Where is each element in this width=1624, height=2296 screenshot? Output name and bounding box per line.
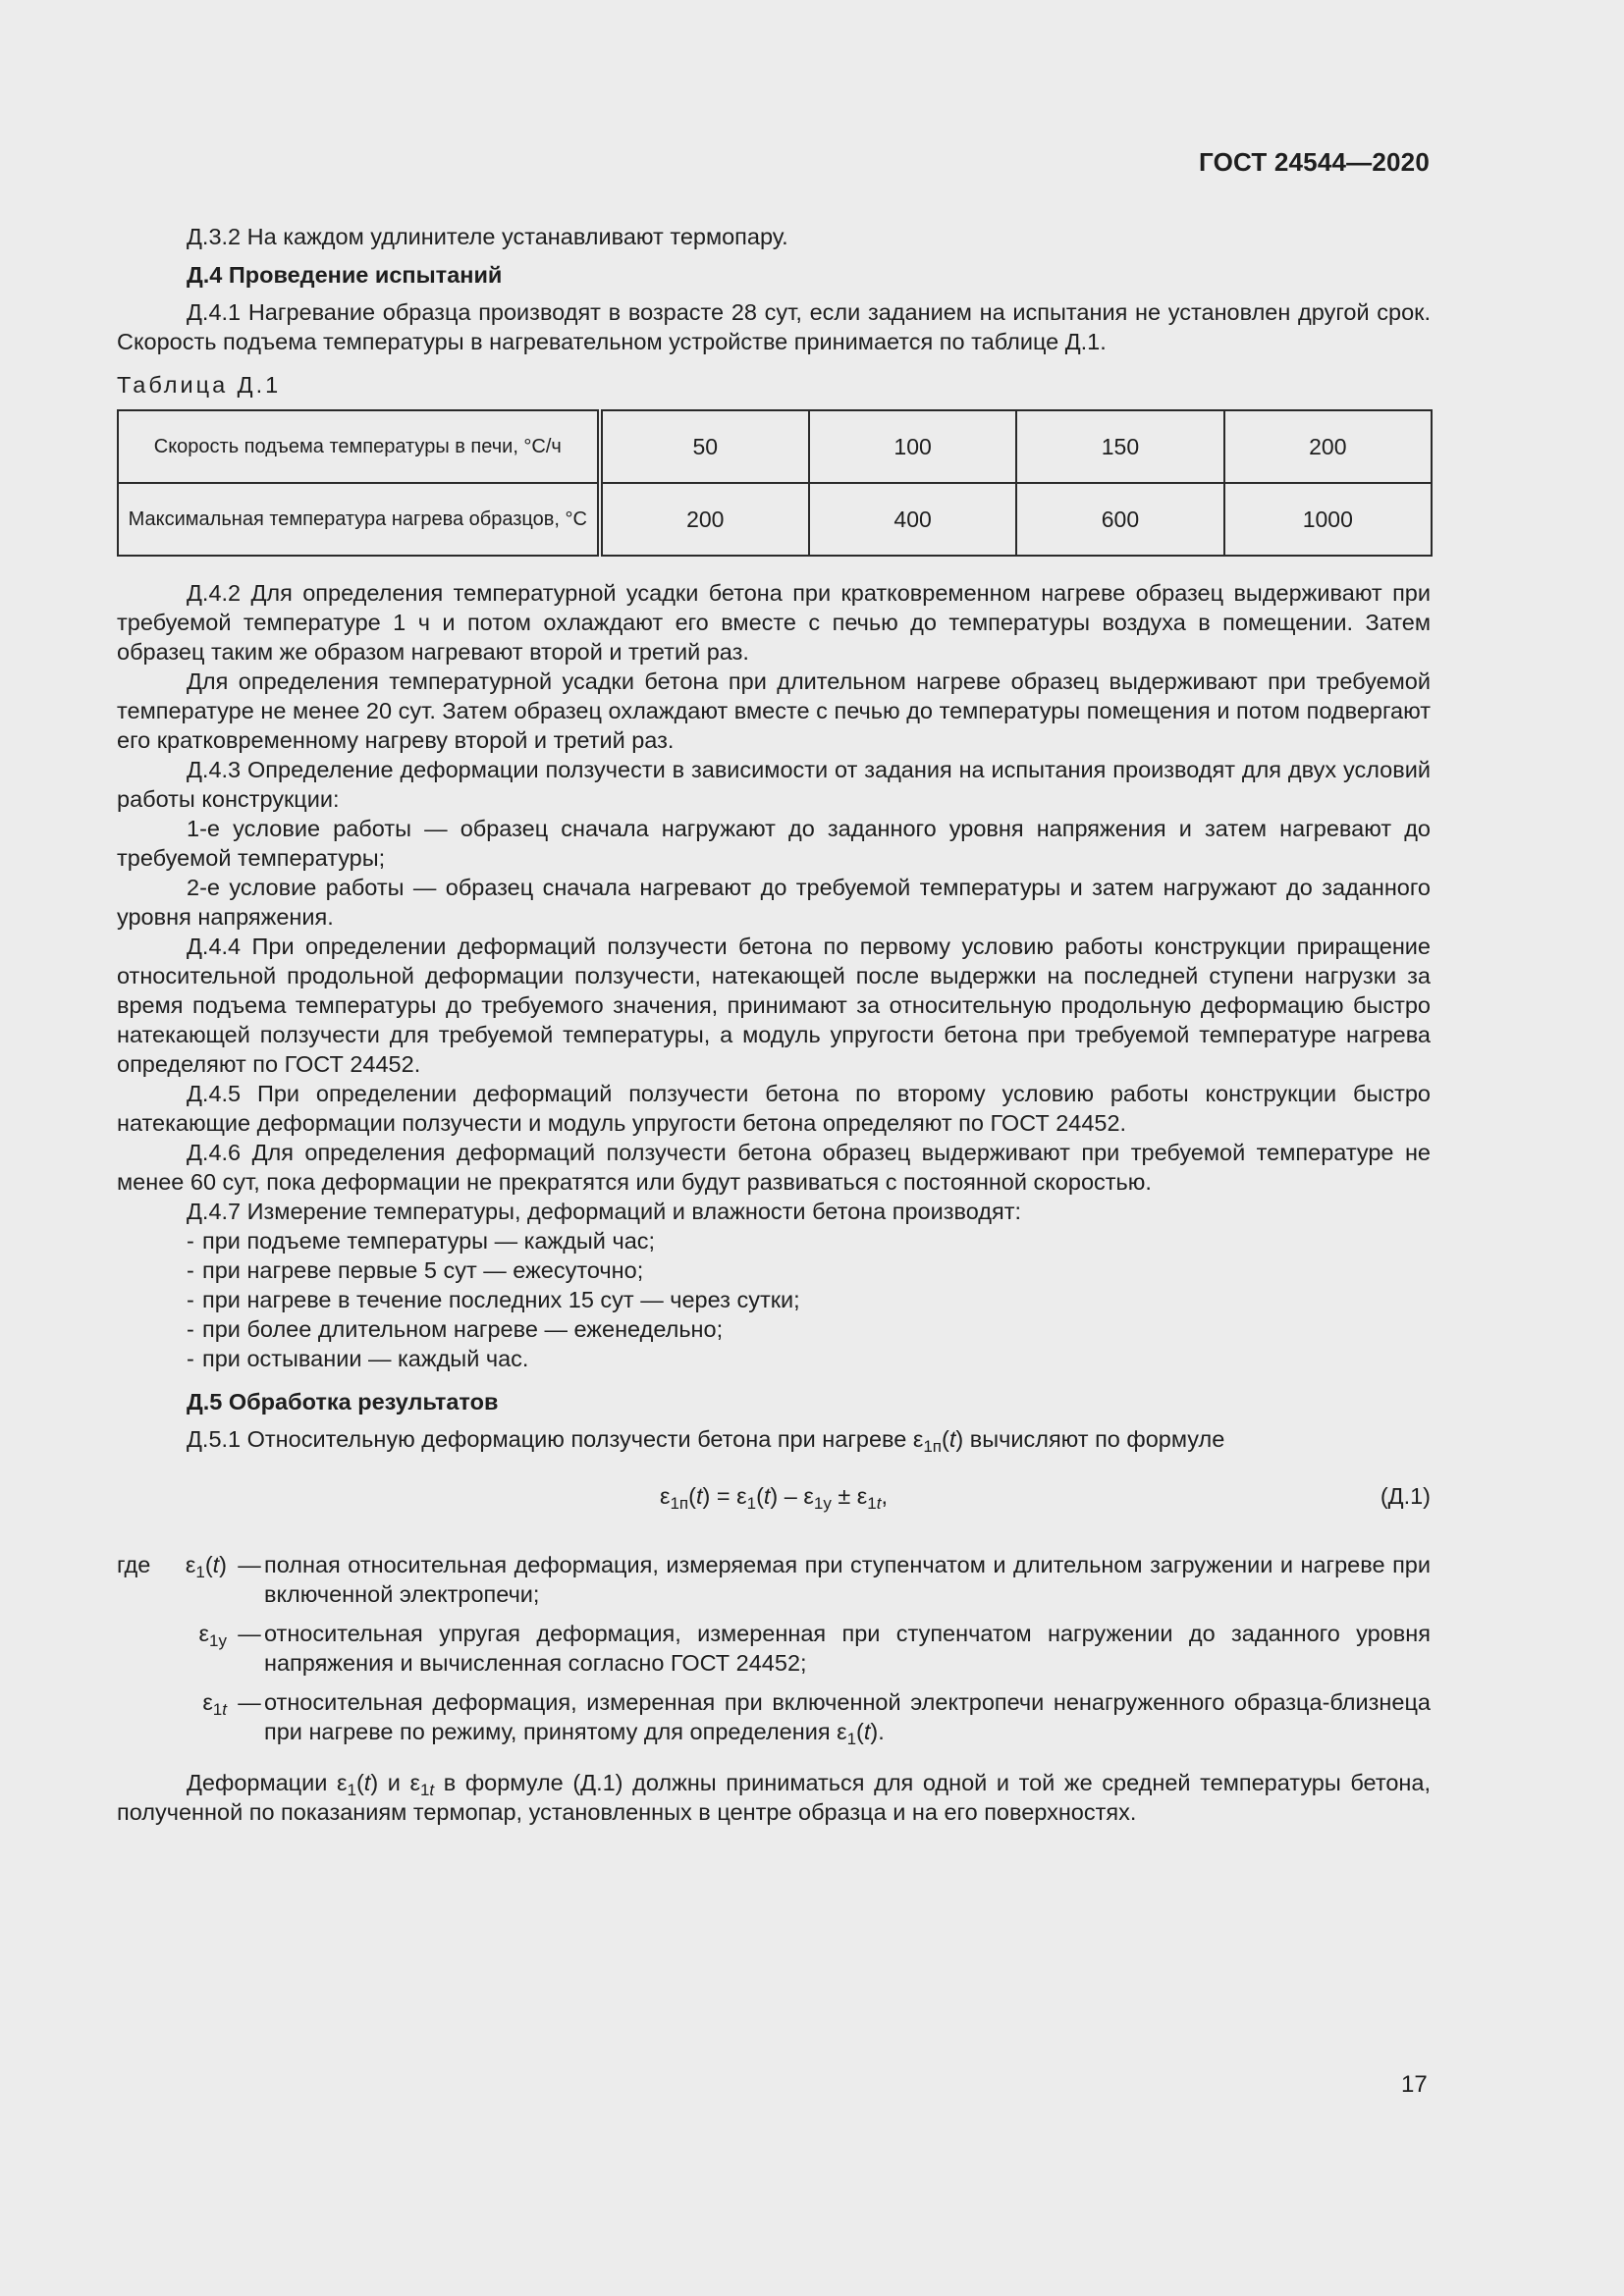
table-cell: 400	[809, 483, 1016, 556]
row-header: Скорость подъема температуры в печи, °С/ч	[118, 410, 600, 483]
paragraph-d42b: Для определения температурной усадки бетона при длительном нагреве образец выдерживают при требуемой температуре не менее 20 сут. Затем образец охлаждают вместе с печью до температуры помещения и потом подвергают его кратковременному нагреву второй и третий раз.	[117, 668, 1431, 753]
table-cell: 200	[600, 483, 809, 556]
table-cell: 150	[1016, 410, 1223, 483]
table-cell: 1000	[1224, 483, 1432, 556]
formula-number: (Д.1)	[1380, 1483, 1431, 1509]
formula-d1	[117, 1481, 1431, 1521]
formula-expression: $\varepsilon_{1п}(t) = \varepsilon_1(t) - \varepsilon_{1у} \pm \varepsilon_{1t}$,	[659, 1483, 888, 1513]
paragraph-condition-1: 1-е условие работы — образец сначала нагружают до заданного уровня напряжения и затем нагревают до требуемой температуры;	[117, 816, 1431, 871]
list-item: - при подъеме температуры — каждый час;	[187, 1228, 656, 1254]
where-word: где	[117, 1552, 151, 1577]
section-heading-d5: Д.5 Обработка результатов	[187, 1389, 499, 1415]
paragraph-d47: Д.4.7 Измерение температуры, деформаций и влажности бетона производят:	[187, 1199, 1021, 1224]
row-header: Максимальная температура нагрева образцов, °С	[118, 483, 600, 556]
table-row	[118, 410, 1432, 483]
paragraph-final: Деформации $\varepsilon_1(t)$ и $\varepsilon_{1t}$ в формуле (Д.1) должны приниматься для одной и той же средней температуры бетона, полученной по показаниям термопар, установленных в центре образца и на его поверхностях.	[117, 1770, 1431, 1825]
where-item: $\varepsilon_{1у}$ — относительная упругая деформация, измеренная при ступенчатом нагружении до заданного уровня напряжения и вычисленная согласно ГОСТ 24452;	[198, 1621, 1431, 1676]
where-item: $\varepsilon_1(t)$ — полная относительная деформация, измеряемая при ступенчатом и длительном загружении и нагреве при включенной электропечи;	[185, 1552, 1431, 1607]
temperature-table	[117, 409, 1433, 557]
table-cell: 100	[809, 410, 1016, 483]
paragraph-d41: Д.4.1 Нагревание образца производят в возрасте 28 сут, если заданием на испытания не установлен другой срок. Скорость подъема температуры в нагревательном устройстве принимается по таблице Д.1.	[117, 299, 1431, 354]
where-item: $\varepsilon_{1t}$ — относительная деформация, измеренная при включенной электропечи ненагруженного образца-близнеца при нагреве по режиму, принятому для определения $\varepsilon_1(t)$.	[202, 1689, 1431, 1748]
table-caption: Таблица Д.1	[117, 372, 282, 398]
list-item: - при остывании — каждый час.	[187, 1346, 529, 1371]
paragraph-d45: Д.4.5 При определении деформаций ползучести бетона по второму условию работы конструкции быстро натекающие деформации ползучести и модуль упругости бетона определяют по ГОСТ 24452.	[117, 1081, 1431, 1136]
where-block	[117, 1550, 1431, 1746]
table-cell: 200	[1224, 410, 1432, 483]
paragraph-d32: Д.3.2 На каждом удлинителе устанавливают термопару.	[187, 224, 788, 249]
section-heading-d4: Д.4 Проведение испытаний	[187, 262, 503, 288]
page-number: 17	[1401, 2071, 1428, 2098]
table-row	[118, 483, 1432, 556]
paragraph-condition-2: 2-е условие работы — образец сначала нагревают до требуемой температуры и затем нагружают до заданного уровня напряжения.	[117, 875, 1431, 930]
paragraph-d51: Д.5.1 Относительную деформацию ползучести бетона при нагреве $\varepsilon_{1п}(t)$ вычисляют по формуле	[187, 1426, 1225, 1456]
document-code: ГОСТ 24544—2020	[1199, 147, 1430, 177]
paragraph-d46: Д.4.6 Для определения деформаций ползучести бетона образец выдерживают при требуемой температуре не менее 60 сут, пока деформации не прекратятся или будут развиваться с постоянной скоростью.	[117, 1140, 1431, 1195]
paragraph-d42a: Д.4.2 Для определения температурной усадки бетона при кратковременном нагреве образец выдерживают при требуемой температуре 1 ч и потом охлаждают его вместе с печью до температуры воздуха в помещении. Затем образец таким же образом нагревают второй и третий раз.	[117, 580, 1431, 665]
table-cell: 600	[1016, 483, 1223, 556]
table-cell: 50	[600, 410, 809, 483]
measurement-list	[117, 1226, 1431, 1373]
list-item: - при нагреве в течение последних 15 сут — через сутки;	[187, 1287, 800, 1312]
paragraph-d44: Д.4.4 При определении деформаций ползучести бетона по первому условию работы конструкции приращение относительной продольной деформации ползучести, натекающей после выдержки на последней ступени нагрузки за время подъема температуры до требуемого значения, принимают за относительную продольную деформацию быстро натекающей ползучести для требуемой температуры, а модуль упругости бетона при требуемой температуре нагрева определяют по ГОСТ 24452.	[117, 934, 1431, 1077]
page-content	[117, 222, 1431, 1827]
list-item: - при более длительном нагреве — еженедельно;	[187, 1316, 724, 1342]
list-item: - при нагреве первые 5 сут — ежесуточно;	[187, 1257, 644, 1283]
paragraph-d43: Д.4.3 Определение деформации ползучести в зависимости от задания на испытания производят для двух условий работы конструкции:	[117, 757, 1431, 812]
